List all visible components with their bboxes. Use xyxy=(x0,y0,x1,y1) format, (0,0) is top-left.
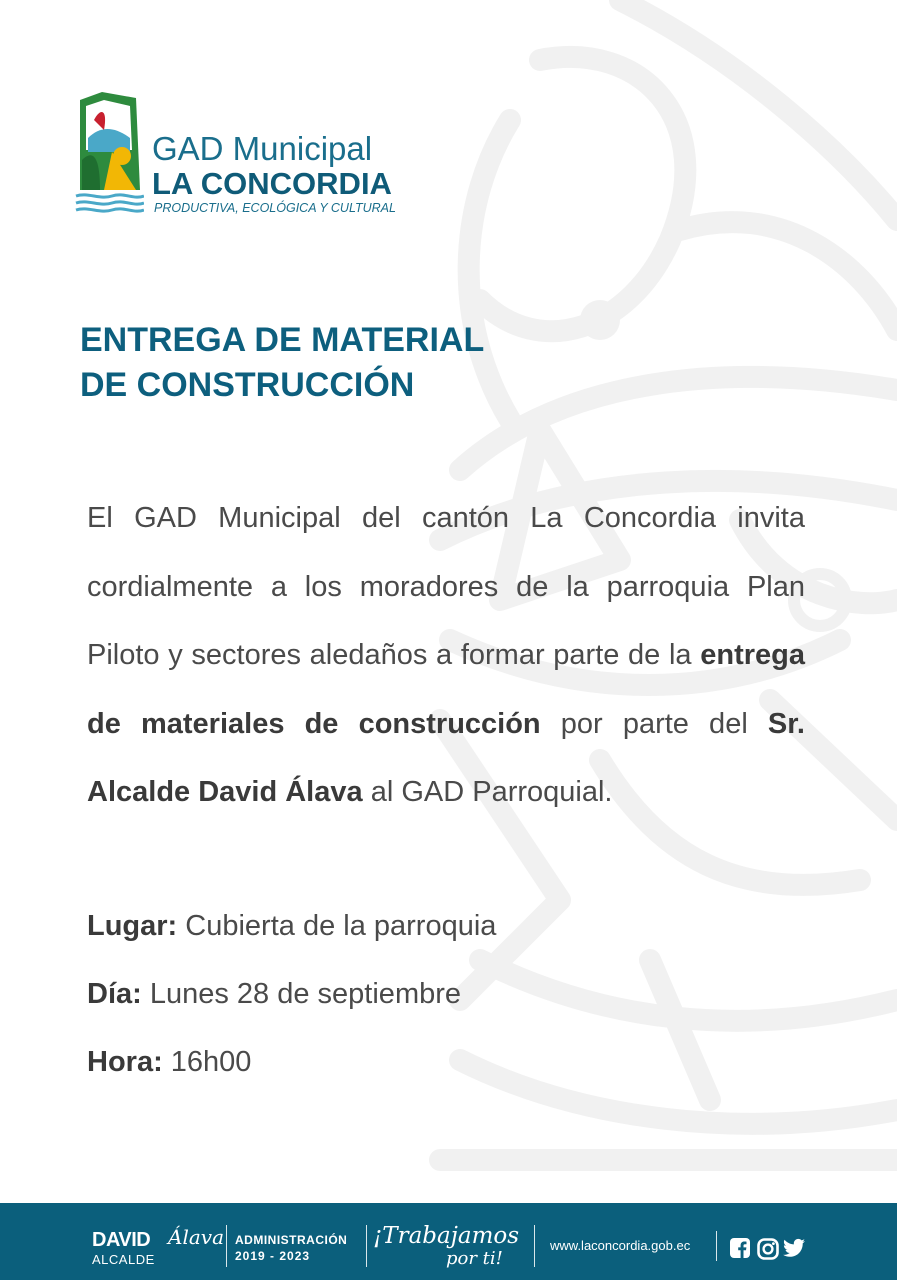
invitation-paragraph xyxy=(87,484,805,827)
footer-bar xyxy=(0,1203,897,1280)
footer-slogan-line-1: ¡Trabajamos xyxy=(373,1223,520,1249)
footer-role: ALCALDE xyxy=(92,1252,155,1267)
logo-subtitle: LA CONCORDIA xyxy=(152,166,392,201)
website-link[interactable]: www.laconcordia.gob.ec xyxy=(550,1238,691,1253)
title-line-1: ENTREGA DE MATERIAL xyxy=(80,321,485,359)
detail-place xyxy=(87,910,496,978)
twitter-icon[interactable] xyxy=(783,1238,805,1258)
detail-day-value: Lunes 28 de septiembre xyxy=(141,978,462,1010)
logo-tagline: PRODUCTIVA, ECOLÓGICA Y CULTURAL xyxy=(154,201,396,215)
detail-time xyxy=(87,1046,496,1114)
footer-slogan-line-2: por ti! xyxy=(446,1248,503,1269)
footer-divider xyxy=(534,1225,535,1267)
body-bold-1: entrega de materiales de construcción xyxy=(87,639,805,740)
detail-day-label: Día: xyxy=(87,978,142,1010)
detail-day xyxy=(87,978,496,1046)
footer-admin-label: ADMINISTRACIÓN xyxy=(235,1233,348,1247)
detail-time-value: 16h00 xyxy=(162,1046,252,1078)
footer-admin-years: 2019 - 2023 xyxy=(235,1249,311,1263)
footer-name: DAVID xyxy=(92,1229,151,1251)
detail-time-label: Hora: xyxy=(87,1046,163,1078)
instagram-icon[interactable] xyxy=(757,1238,779,1260)
footer-divider xyxy=(716,1231,717,1261)
municipal-logo xyxy=(74,90,404,215)
footer-divider xyxy=(366,1225,367,1267)
detail-place-value: Cubierta de la parroquia xyxy=(177,910,497,942)
body-text-1: El GAD Municipal del cantón La Concordia invita cordialmente a los moradores de la parroquia Plan Piloto y sectores aledaños a formar parte de la xyxy=(87,502,805,671)
page-title xyxy=(80,318,484,408)
body-text-2: por parte del xyxy=(540,707,768,740)
coat-of-arms-icon xyxy=(74,90,144,215)
detail-place-label: Lugar: xyxy=(87,910,178,942)
event-details xyxy=(87,910,496,1114)
footer-divider xyxy=(226,1225,227,1267)
body-text-3: al GAD Parroquial. xyxy=(362,776,613,808)
footer-name-script: Álava xyxy=(168,1225,224,1249)
title-line-2: DE CONSTRUCCIÓN xyxy=(80,366,415,404)
facebook-icon[interactable] xyxy=(730,1238,750,1258)
body-bold-2: Sr. Alcalde David Álava xyxy=(87,707,805,808)
logo-title: GAD Municipal xyxy=(152,130,373,167)
